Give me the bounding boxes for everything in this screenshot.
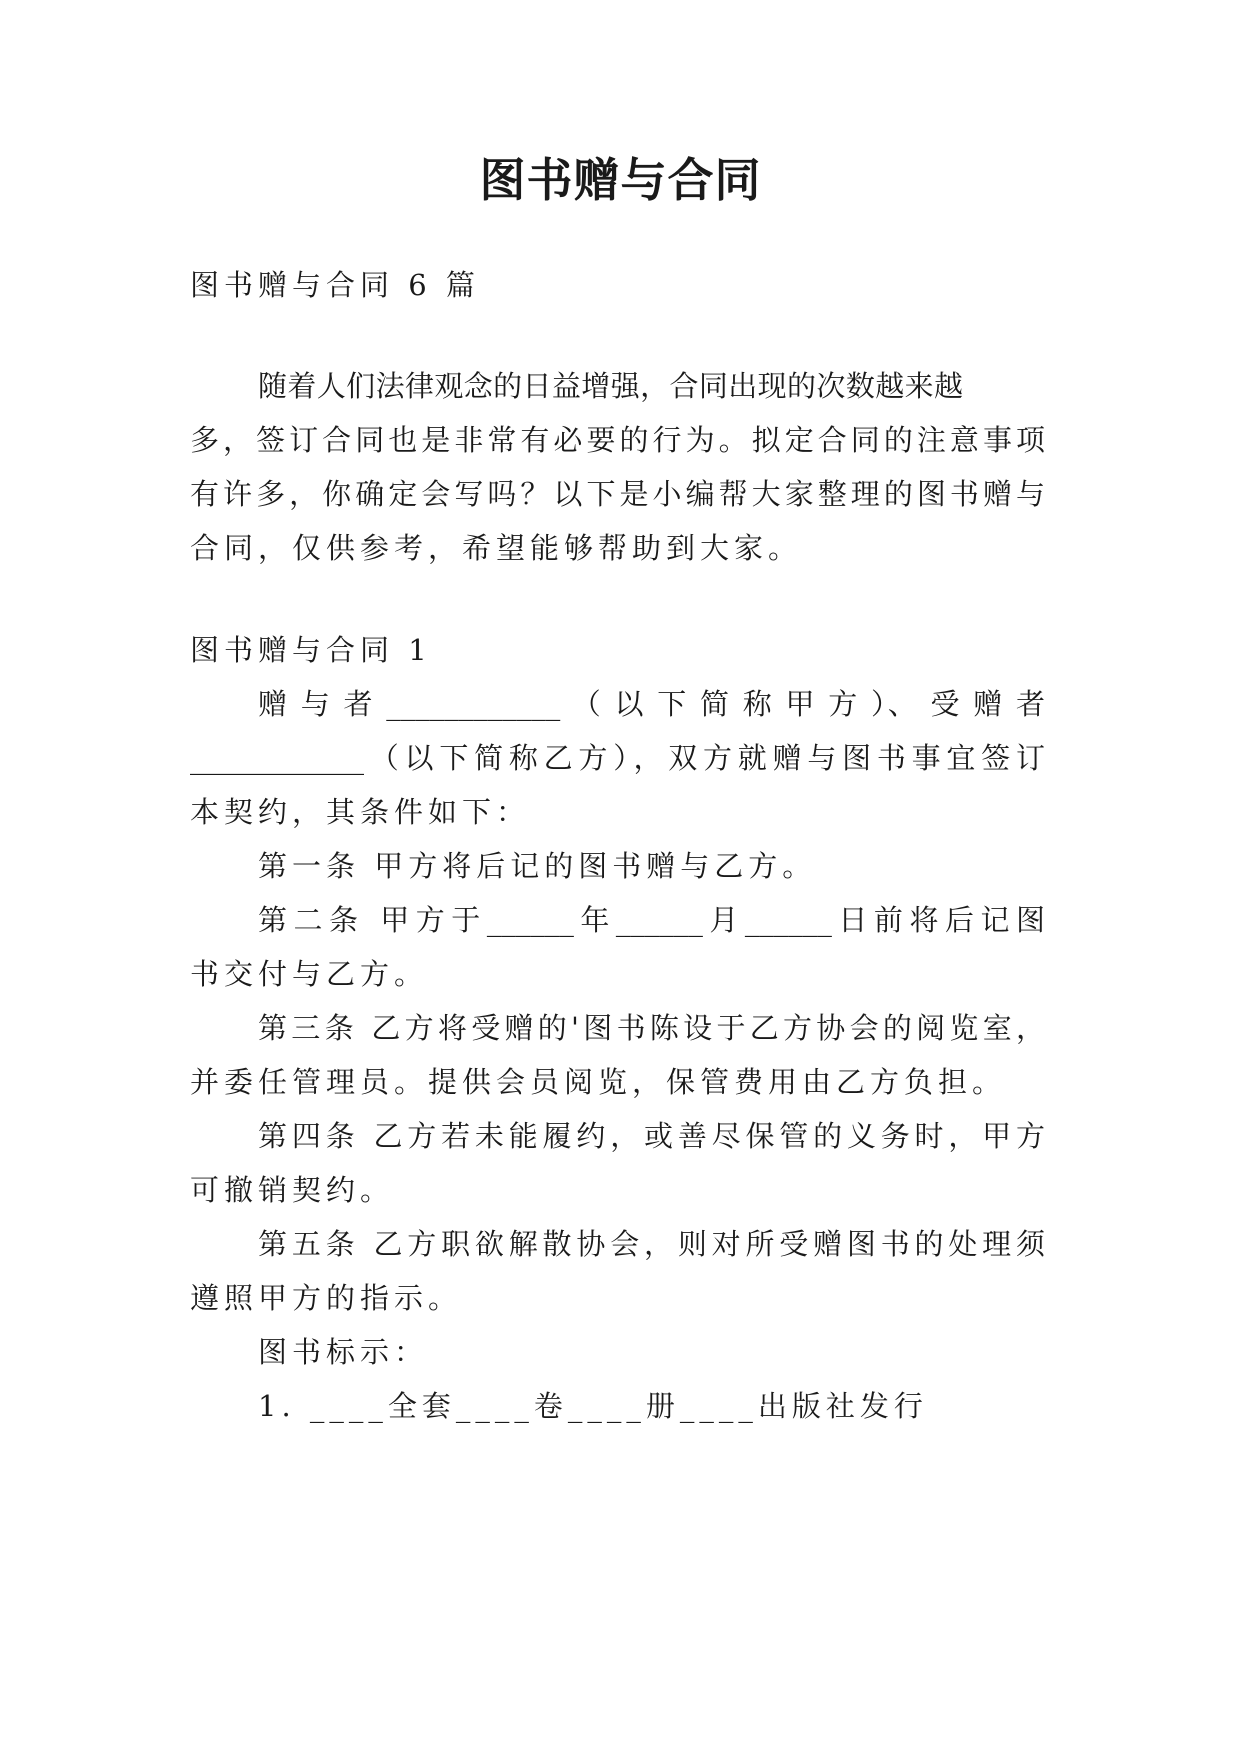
document-subtitle: 图书赠与合同 6 篇 — [190, 268, 480, 302]
article-4-line-1: 第四条 乙方若未能履约，或善尽保管的义务时，甲方 — [258, 1119, 1045, 1153]
article-2-line-1: 第二条 甲方于______年______月______日前将后记图 — [258, 903, 1045, 937]
article-3-line-2: 并委任管理员。提供会员阅览，保管费用由乙方负担。 — [190, 1065, 1007, 1099]
article-3-line-1: 第三条 乙方将受赠的'图书陈设于乙方协会的阅览室， — [258, 1011, 1045, 1045]
article-5-line-2: 遵照甲方的指示。 — [190, 1281, 463, 1315]
article-5-line-1: 第五条 乙方职欲解散协会，则对所受赠图书的处理须 — [258, 1227, 1045, 1261]
intro-line-4: 合同，仅供参考，希望能够帮助到大家。 — [190, 531, 803, 565]
section-heading: 图书赠与合同 1 — [190, 633, 432, 667]
book-label-heading: 图书标示： — [258, 1335, 429, 1369]
article-1: 第一条 甲方将后记的图书赠与乙方。 — [258, 849, 817, 883]
article-2-line-2: 书交付与乙方。 — [190, 957, 429, 991]
intro-line-2: 多，签订合同也是非常有必要的行为。拟定合同的注意事项 — [190, 423, 1045, 457]
body-line-2: ____________（以下简称乙方），双方就赠与图书事宜签订 — [190, 741, 1045, 775]
book-label-item-1: 1. ____全套____卷____册____出版社发行 — [258, 1389, 928, 1423]
intro-line-1: 随着人们法律观念的日益增强，合同出现的次数越来越 — [258, 369, 963, 403]
body-line-1: 赠 与 者 ____________ （ 以 下 简 称 甲 方 ）、 受 赠 者 — [258, 687, 1045, 721]
article-4-line-2: 可撤销契约。 — [190, 1173, 395, 1207]
document-title: 图书赠与合同 — [479, 153, 762, 207]
intro-line-3: 有许多，你确定会写吗？以下是小编帮大家整理的图书赠与 — [190, 477, 1045, 511]
body-line-3: 本契约，其条件如下： — [190, 795, 531, 829]
